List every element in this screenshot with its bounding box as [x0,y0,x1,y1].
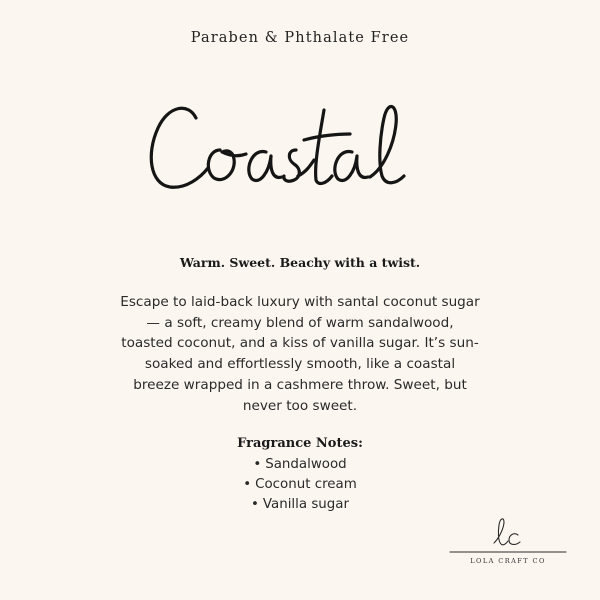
list-item: • Sandalwood [253,457,347,472]
tagline: Paraben & Phthalate Free [190,30,410,46]
fragrance-notes-list [0,455,600,515]
brand-name: LOLA CRAFT CO [470,557,546,565]
list-item: • Coconut cream [243,477,357,492]
product-title-text: Coastal [138,84,141,85]
list-item: • Vanilla sugar [250,497,350,512]
bullet-icon: • [253,457,262,472]
subtitle: Warm. Sweet. Beachy with a twist. [179,255,421,270]
brand-logo [448,513,568,573]
product-title-script [138,84,428,216]
bullet-icon: • [250,497,259,512]
product-title [138,84,428,216]
brand-monogram-logo [448,513,568,557]
fragrance-notes-heading: Fragrance Notes: [237,436,363,451]
brand-monogram: lc [448,513,449,514]
bullet-icon: • [243,477,252,492]
description: Escape to laid-back luxury with santal coconut sugar — a soft, creamy blend of warm sandalwood, toasted coconut, and a kiss of vanilla sugar. It’s sun-soaked and effortlessly smooth, like a coastal breeze wrapped in a cashmere throw. Sweet, but never too sweet. [120,294,480,414]
